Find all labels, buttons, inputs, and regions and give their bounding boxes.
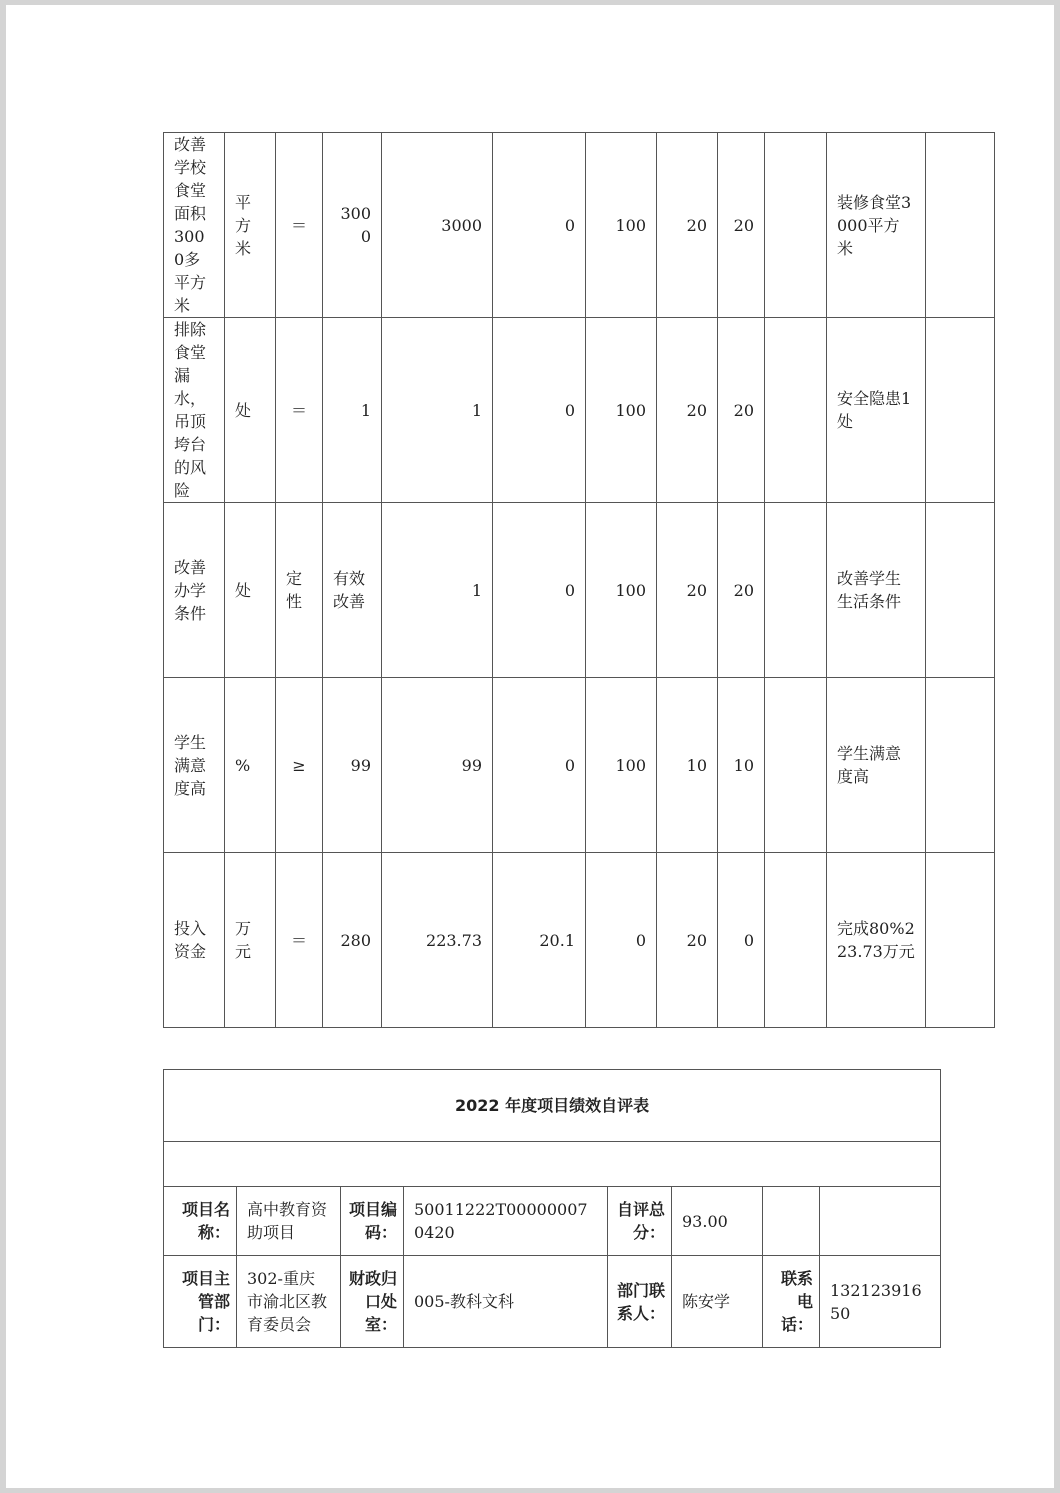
col-9-value: 20 <box>718 503 765 678</box>
document-page <box>6 5 1054 1488</box>
col-7-value: 100 <box>586 503 657 678</box>
actual-value: 3000 <box>382 133 493 318</box>
table-row <box>164 318 995 503</box>
indicator-name: 学生满意度高 <box>164 678 225 853</box>
col-6-value: 0 <box>493 678 586 853</box>
indicator-name: 投入资金 <box>164 853 225 1028</box>
empty-cell <box>820 1187 941 1256</box>
indicator-table <box>163 132 995 1028</box>
table-row <box>164 503 995 678</box>
actual-value: 99 <box>382 678 493 853</box>
col-6-value: 20.1 <box>493 853 586 1028</box>
col-10-value <box>765 503 827 678</box>
contact-value: 陈安学 <box>672 1256 763 1348</box>
operator: ＝ <box>276 318 323 503</box>
target-value: 3000 <box>323 133 382 318</box>
remark: 学生满意度高 <box>827 678 926 853</box>
table-row <box>164 678 995 853</box>
actual-value: 223.73 <box>382 853 493 1028</box>
office-value: 005-教科文科 <box>404 1256 608 1348</box>
actual-value: 1 <box>382 503 493 678</box>
col-12-value <box>926 853 995 1028</box>
actual-value: 1 <box>382 318 493 503</box>
empty-cell <box>763 1187 820 1256</box>
indicator-name: 改善学校食堂面积3000多平方米 <box>164 133 225 318</box>
phone-value: 13212391650 <box>820 1256 941 1348</box>
target-value: 99 <box>323 678 382 853</box>
table-row <box>164 853 995 1028</box>
col-12-value <box>926 678 995 853</box>
phone-label: 联系电话： <box>763 1256 820 1348</box>
col-10-value <box>765 853 827 1028</box>
dept-label: 项目主管部门： <box>164 1256 237 1348</box>
project-name-value: 高中教育资助项目 <box>237 1187 341 1256</box>
col-7-value: 0 <box>586 853 657 1028</box>
project-code-label: 项目编码： <box>341 1187 404 1256</box>
col-8-value: 10 <box>657 678 718 853</box>
operator: ＝ <box>276 133 323 318</box>
operator: 定性 <box>276 503 323 678</box>
remark: 改善学生生活条件 <box>827 503 926 678</box>
col-12-value <box>926 133 995 318</box>
unit: 处 <box>225 503 276 678</box>
contact-label: 部门联系人： <box>608 1256 672 1348</box>
target-value: 有效改善 <box>323 503 382 678</box>
col-7-value: 100 <box>586 678 657 853</box>
col-8-value: 20 <box>657 853 718 1028</box>
col-9-value: 0 <box>718 853 765 1028</box>
col-8-value: 20 <box>657 133 718 318</box>
col-9-value: 20 <box>718 318 765 503</box>
col-10-value <box>765 678 827 853</box>
unit: 平方米 <box>225 133 276 318</box>
col-8-value: 20 <box>657 503 718 678</box>
col-6-value: 0 <box>493 503 586 678</box>
indicator-name: 改善办学条件 <box>164 503 225 678</box>
col-9-value: 10 <box>718 678 765 853</box>
blank-row <box>164 1142 941 1187</box>
table-row <box>164 133 995 318</box>
operator: ≥ <box>276 678 323 853</box>
project-name-label: 项目名称： <box>164 1187 237 1256</box>
col-10-value <box>765 133 827 318</box>
score-value: 93.00 <box>672 1187 763 1256</box>
operator: ＝ <box>276 853 323 1028</box>
col-7-value: 100 <box>586 318 657 503</box>
remark: 装修食堂3000平方米 <box>827 133 926 318</box>
self-evaluation-form <box>163 1069 941 1348</box>
project-code-value: 50011222T000000070420 <box>404 1187 608 1256</box>
col-7-value: 100 <box>586 133 657 318</box>
col-9-value: 20 <box>718 133 765 318</box>
remark: 完成80%223.73万元 <box>827 853 926 1028</box>
unit: % <box>225 678 276 853</box>
score-label: 自评总分： <box>608 1187 672 1256</box>
form-title: 2022 年度项目绩效自评表 <box>164 1070 941 1142</box>
col-12-value <box>926 503 995 678</box>
dept-value: 302-重庆市渝北区教育委员会 <box>237 1256 341 1348</box>
col-12-value <box>926 318 995 503</box>
col-6-value: 0 <box>493 318 586 503</box>
office-label: 财政归口处室： <box>341 1256 404 1348</box>
remark: 安全隐患1处 <box>827 318 926 503</box>
col-6-value: 0 <box>493 133 586 318</box>
indicator-name: 排除食堂漏水，吊顶垮台的风险 <box>164 318 225 503</box>
unit: 处 <box>225 318 276 503</box>
col-8-value: 20 <box>657 318 718 503</box>
col-10-value <box>765 318 827 503</box>
target-value: 1 <box>323 318 382 503</box>
target-value: 280 <box>323 853 382 1028</box>
unit: 万元 <box>225 853 276 1028</box>
